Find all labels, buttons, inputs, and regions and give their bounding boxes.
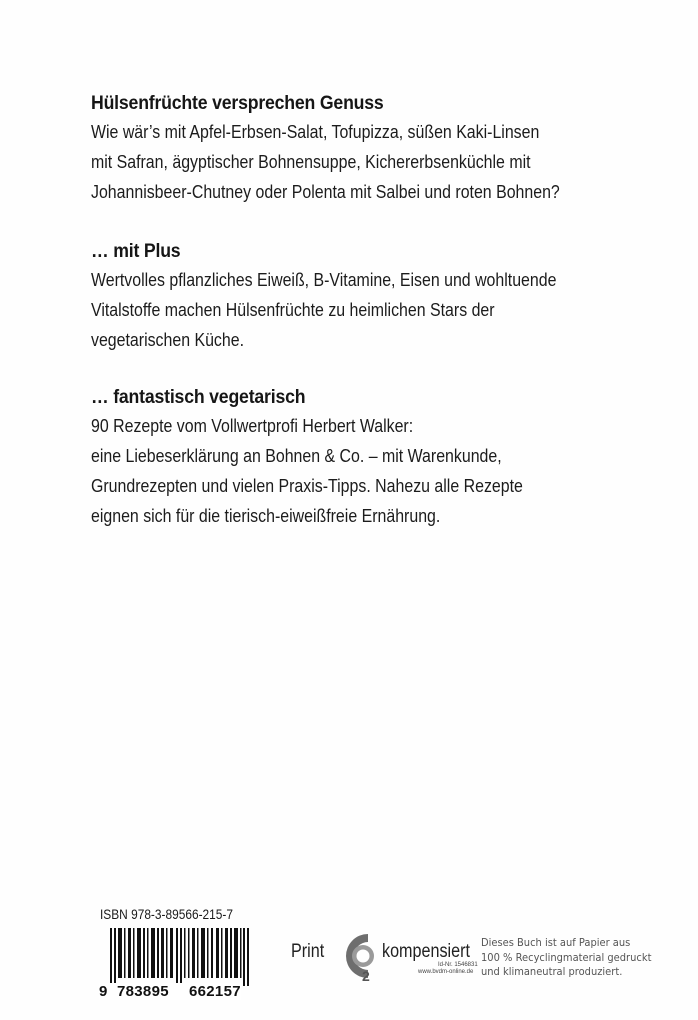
logo-id-number: Id-Nr. 1546831: [438, 962, 478, 968]
logo-print-word: Print: [291, 941, 325, 962]
section-heading: … mit Plus: [91, 241, 181, 262]
recycling-line: 100 % Recyclingmaterial gedruckt: [481, 950, 652, 964]
body-line: 90 Rezepte vom Vollwertprofi Herbert Walker:: [91, 415, 414, 436]
body-line: Johannisbeer-Chutney oder Polenta mit Salbei und roten Bohnen?: [91, 181, 560, 202]
section-heading: Hülsenfrüchte versprechen Genuss: [91, 93, 384, 114]
body-line: eignen sich für die tierisch-eiweißfreie Ernährung.: [91, 505, 441, 526]
co2-mark-icon: [338, 932, 382, 982]
svg-text:2: 2: [362, 968, 370, 982]
body-line: Wertvolles pflanzliches Eiweiß, B-Vitamine, Eisen und wohltuende: [91, 269, 557, 290]
print-kompensiert-logo: [290, 932, 478, 982]
recycling-line: und klimaneutral produziert.: [481, 965, 623, 978]
body-line: Vitalstoffe machen Hülsenfrüchte zu heimlichen Stars der: [91, 299, 495, 320]
barcode-digits: [99, 983, 241, 1000]
isbn-label: ISBN 978-3-89566-215-7: [100, 906, 233, 922]
body-line: Grundrezepten und vielen Praxis-Tipps. Nahezu alle Rezepte: [91, 475, 523, 496]
section-heading: … fantastisch vegetarisch: [91, 387, 306, 408]
recycling-line: Dieses Buch ist auf Papier aus: [481, 936, 631, 949]
section-plus: [91, 238, 651, 355]
barcode-group-2: 662157: [189, 983, 241, 1000]
body-line: vegetarischen Küche.: [91, 329, 245, 350]
body-line: mit Safran, ägyptischer Bohnensuppe, Kichererbsenküchle mit: [91, 151, 531, 172]
recycling-note: [481, 936, 651, 980]
body-line: Wie wär’s mit Apfel-Erbsen-Salat, Tofupizza, süßen Kaki-Linsen: [91, 121, 540, 142]
barcode-first-digit: 9: [99, 983, 108, 1000]
barcode-group-1: 783895: [117, 983, 169, 1000]
logo-url: www.bvdm-online.de: [418, 969, 474, 975]
body-line: eine Liebeserklärung an Bohnen & Co. – mit Warenkunde,: [91, 445, 502, 466]
logo-kompensiert-word: kompensiert: [382, 941, 470, 962]
section-genuss: [91, 90, 651, 207]
barcode-icon: [100, 928, 260, 986]
section-vegetarisch: [91, 384, 651, 531]
